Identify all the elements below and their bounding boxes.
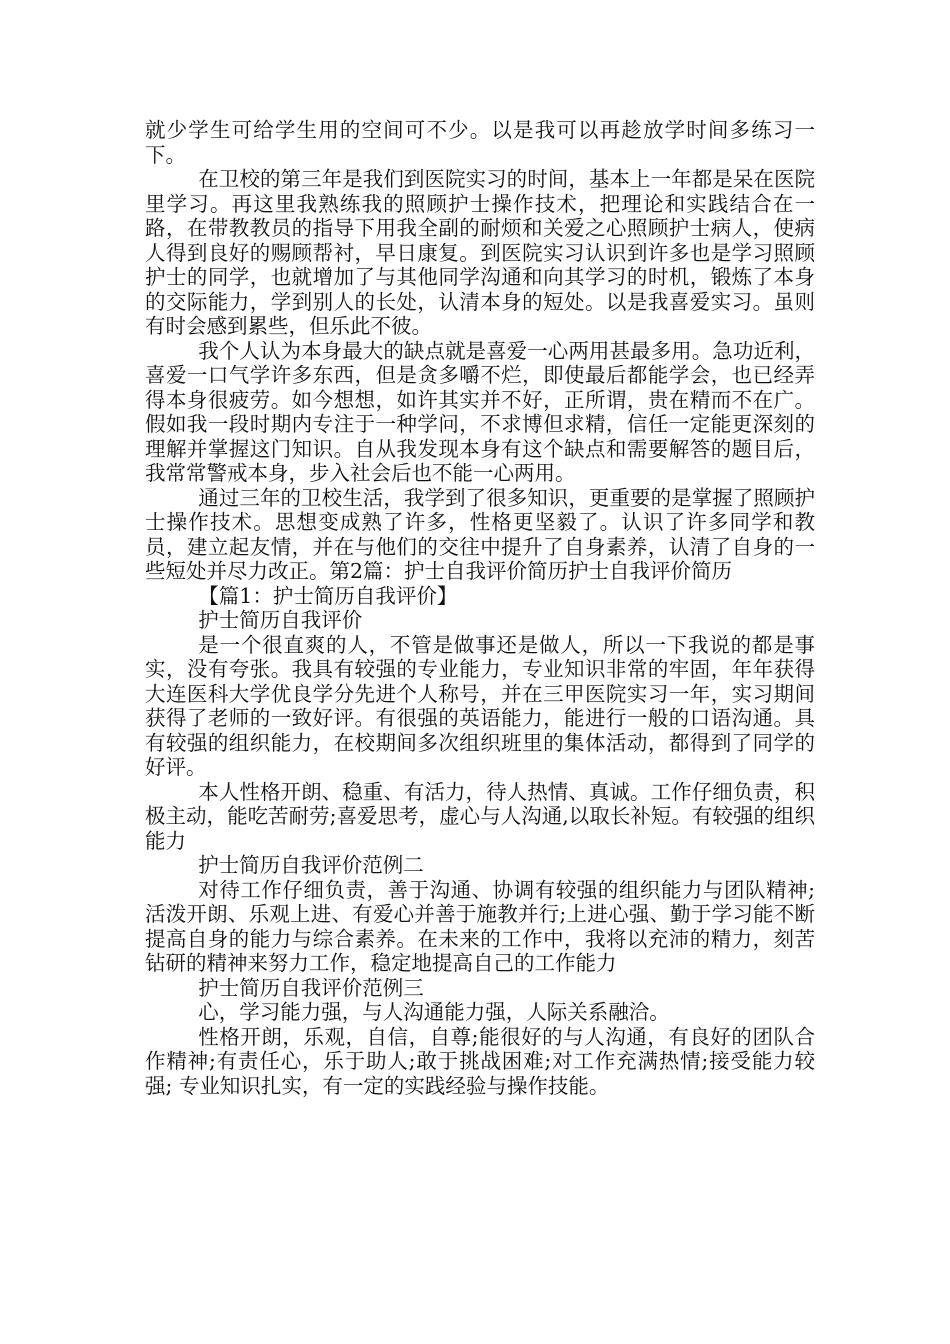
- paragraph-personality: 本人性格开朗、稳重、有活力，待人热情、真诚。工作仔细负责，积极主动，能吃苦耐劳;喜爱思考，虚心与人沟通,以取长补短。有较强的组织能力: [145, 779, 815, 853]
- paragraph-self-evaluation-1: 是一个很直爽的人，不管是做事还是做人，所以一下我说的都是事实，没有夸张。我具有较强的专业能力，专业知识非常的牢固，年年获得大连医科大学优良学分先进个人称号，并在三甲医院实习一年，实习期间获得了老师的一致好评。有很强的英语能力，能进行一般的口语沟通。具有较强的组织能力，在校期间多次组织班里的集体活动，都得到了同学的好评。: [145, 632, 815, 779]
- paragraph-example-3-body: 性格开朗，乐观，自信，自尊;能很好的与人沟通，有良好的团队合作精神;有责任心，乐于助人;敢于挑战困难;对工作充满热情;接受能力较强; 专业知识扎实，有一定的实践经验与操作技能。: [145, 1024, 815, 1098]
- subheading-example-2: 护士简历自我评价范例二: [198, 853, 424, 877]
- paragraph-example-3-line: 心，学习能力强，与人沟通能力强，人际关系融洽。: [198, 1000, 670, 1024]
- paragraph-example-2: 对待工作仔细负责，善于沟通、协调有较强的组织能力与团队精神;活泼开朗、乐观上进、有爱心并善于施教并行;上进心强、勤于学习能不断提高自身的能力与综合素养。在未来的工作中，我将以充沛的精力，刻苦钻研的精神来努力工作，稳定地提高自己的工作能力: [145, 877, 815, 975]
- paragraph-shortcoming: 我个人认为本身最大的缺点就是喜爱一心两用甚最多用。急功近利，喜爱一口气学许多东西，但是贪多嚼不烂，即使最后都能学会，也已经弄得本身很疲劳。如今想想，如许其实并不好，正所谓，贵在精而不在广。假如我一段时期内专注于一种学问，不求博但求精，信任一定能更深刻的理解并掌握这门知识。自从我发现本身有这个缺点和需要解答的题目后，我常常警戒本身，步入社会后也不能一心两用。: [145, 338, 815, 485]
- subheading-example-3: 护士简历自我评价范例三: [198, 975, 424, 1000]
- subheading-self-evaluation: 护士简历自我评价: [198, 608, 363, 632]
- paragraph-summary: 通过三年的卫校生活，我学到了很多知识，更重要的是掌握了照顾护士操作技术。思想变成熟了许多，性格更坚毅了。认识了许多同学和教员，建立起友情，并在与他们的交往中提升了自身素养，认清了自身的一些短处并尽力改正。第2篇：护士自我评价简历护士自我评价简历: [145, 485, 815, 583]
- section-heading-part1: 【篇1：护士简历自我评价】: [198, 583, 458, 608]
- paragraph-practice-time-end: 就少学生可给学生用的空间可不少。以是我可以再趁放学时间多练习一下。: [145, 118, 815, 167]
- document-page: [145, 118, 815, 1098]
- paragraph-hospital-internship: 在卫校的第三年是我们到医院实习的时间，基本上一年都是呆在医院里学习。再这里我熟练我的照顾护士操作技术，把理论和实践结合在一路，在带教教员的指导下用我全副的耐烦和关爱之心照顾护士病人，使病人得到良好的赐顾帮衬，早日康复。到医院实习认识到许多也是学习照顾护士的同学，也就增加了与其他同学沟通和向其学习的时机，锻炼了本身的交际能力，学到别人的长处，认清本身的短处。以是我喜爱实习。虽则有时会感到累些，但乐此不彼。: [145, 167, 815, 338]
